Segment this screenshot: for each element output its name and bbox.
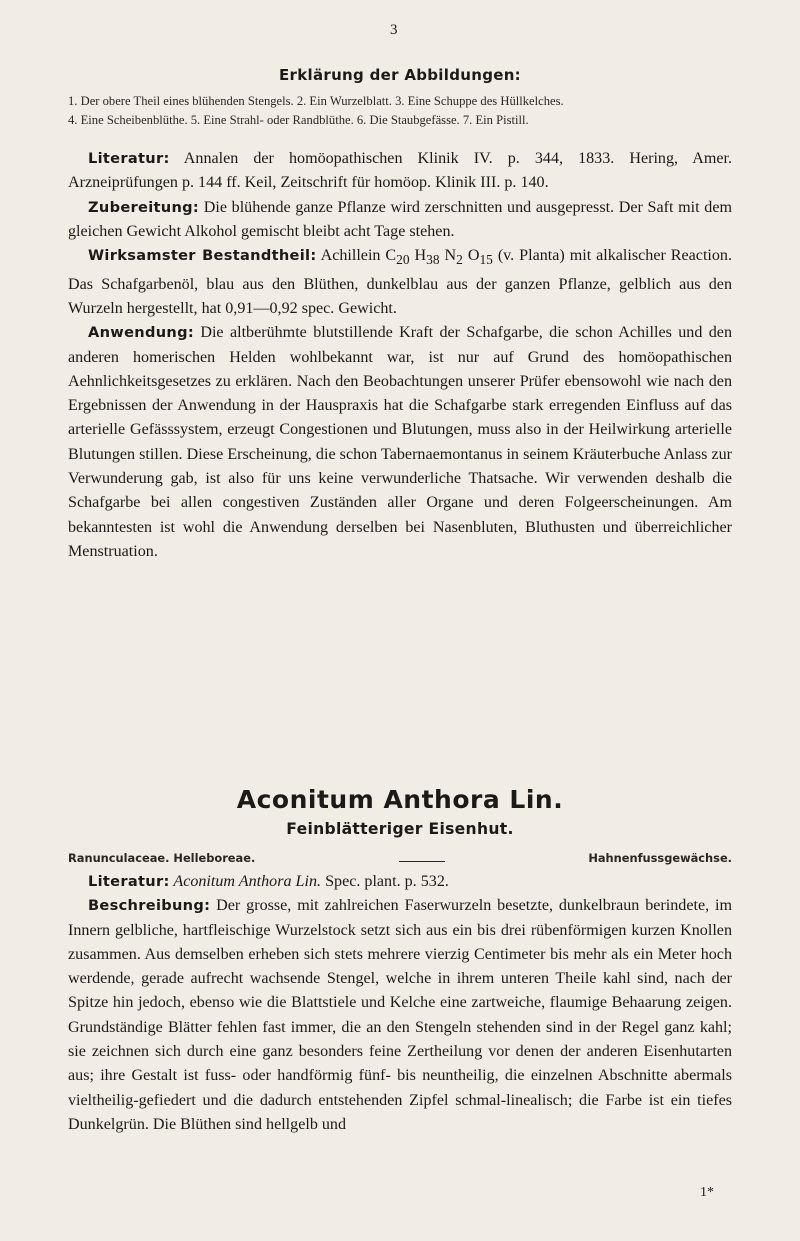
- formula-subscript: 2: [456, 252, 463, 268]
- bestandtheil-text: (v. Planta) mit alkalischer Reaction. Das Schafgarbenöl, blau aus den Blüthen, dunkelblau aus der ganzen Pflanze, gelblich aus den Wurzeln hergestellt, hat 0,91—0,92 spec. Gewicht.: [68, 247, 733, 317]
- legend-line-2: 4. Eine Scheibenblüthe. 5. Eine Strahl- oder Randblüthe. 6. Die Staubgefässe. 7. Ein Pistill.: [68, 113, 529, 127]
- formula-subscript: 20: [396, 252, 410, 268]
- illustration-legend: [68, 66, 732, 130]
- aconitum-literatur-text: Spec. plant. p. 532.: [321, 873, 449, 890]
- zubereitung-paragraph: [68, 196, 732, 245]
- zubereitung-label: Zubereitung:: [88, 198, 200, 216]
- divider: [399, 861, 445, 862]
- aconitum-header: [68, 785, 732, 838]
- page-number: 3: [390, 22, 398, 38]
- signature-mark: 1*: [700, 1185, 714, 1200]
- formula-text: N: [439, 247, 457, 265]
- zubereitung-text: Die blühende ganze Pflanze wird zerschnitten und ausgepresst. Der Saft mit dem gleichen Gewicht Alkohol gemischt bleibt acht Tage stehen.: [68, 198, 732, 240]
- bestandtheil-paragraph: [68, 244, 732, 321]
- anwendung-text: Die altberühmte blutstillende Kraft der Schafgarbe, die schon Achilles und den anderen homerischen Helden wohlbekannt war, ist nur auf Grund des homöopathischen Aehnlichkeitsgesetzes zu erklären. Nach den Beobachtungen unserer Prüfer ebensowohl wie nach den Ergebnissen der Anwendung in der Hauspraxis hat die Schafgarbe stark erregenden Einfluss auf das arterielle Gefässsystem, erzeugt Congestionen und Blutungen, muss also in der Heilwirkung arterielle Blutungen stillen. Diese Erscheinung, die schon Tabernaemontanus in seinem Kräuterbuche Anlass zur Verwunderung gab, ist also für uns keine verwunderliche Thatsache. Wir verwenden deshalb die Schafgarbe bei allen congestiven Zuständen aller Organe und deren Folgeerscheinungen. Am bekanntesten ist wohl die Anwendung derselben bei Nasenbluten, Bluthusten und überreichlicher Menstruation.: [68, 324, 732, 560]
- literatur-label: Literatur:: [88, 150, 170, 167]
- literatur-paragraph: [68, 147, 732, 196]
- formula-text: O: [462, 247, 480, 265]
- aconitum-section: [68, 870, 732, 1137]
- aconitum-literatur-italic: Aconitum Anthora Lin.: [169, 873, 322, 890]
- family-row: [68, 851, 732, 865]
- beschreibung-label: Beschreibung:: [88, 897, 211, 915]
- species-title: Aconitum Anthora Lin.: [236, 785, 564, 814]
- formula-subscript: 15: [479, 252, 493, 268]
- family-right: Hahnenfussgewächse.: [588, 851, 732, 865]
- achillea-section: [68, 147, 732, 564]
- beschreibung-paragraph: [68, 894, 732, 1137]
- species-subtitle: Feinblätteriger Eisenhut.: [286, 820, 514, 838]
- formula-text: Achillein C: [316, 247, 397, 265]
- aconitum-literatur-paragraph: [68, 870, 732, 894]
- legend-line-1: 1. Der obere Theil eines blühenden Stengels. 2. Ein Wurzelblatt. 3. Eine Schuppe des Hüllkelches.: [68, 94, 564, 108]
- formula-subscript: 38: [426, 252, 440, 268]
- anwendung-paragraph: [68, 321, 732, 564]
- anwendung-label: Anwendung:: [88, 324, 194, 342]
- formula-text: H: [409, 247, 427, 265]
- family-left: Ranunculaceae. Helleboreae.: [68, 851, 256, 865]
- bestandtheil-label: Wirksamster Bestandtheil:: [88, 247, 317, 265]
- beschreibung-text: Der grosse, mit zahlreichen Faserwurzeln besetzte, dunkelbraun berindete, im Innern gelbliche, hartfleischige Wurzelstock setzt sich aus ein bis drei rübenförmigen kurzen Knollen zusammen. Aus demselben erheben sich stets mehrere vierzig Centimeter bis mehr als ein Meter hoch werdende, gerade aufrecht wachsende Stengel, welche in ihrem unteren Theile kahl sind, nach der Spitze hin jedoch, ebenso wie die Blattstiele und Kelche eine zartweiche, flaumige Behaarung zeigen. Grundständige Blätter fehlen fast immer, die an den Stengeln stehenden sind in der Regel ganz kahl; sie zeichnen sich durch eine ganz besonders feine Zertheilung vor denen der anderen Eisenhutarten aus; ihre Gestalt ist fuss- oder handförmig fünf- bis neuntheilig, die einzelnen Abschnitte abermals vieltheilig-gefiedert und die dadurch entstehenden Zipfel schmal-linealisch; die Farbe ist ein tiefes Dunkelgrün. Die Blüthen sind hellgelb und: [68, 897, 732, 1133]
- literatur-text: Annalen der homöopathischen Klinik IV. p. 344, 1833. Hering, Amer. Arzneiprüfungen p. 144 ff. Keil, Zeitschrift für homöop. Klinik III. p. 140.: [68, 150, 732, 192]
- aconitum-literatur-label: Literatur:: [88, 873, 170, 890]
- legend-title: Erklärung der Abbildungen:: [279, 66, 521, 84]
